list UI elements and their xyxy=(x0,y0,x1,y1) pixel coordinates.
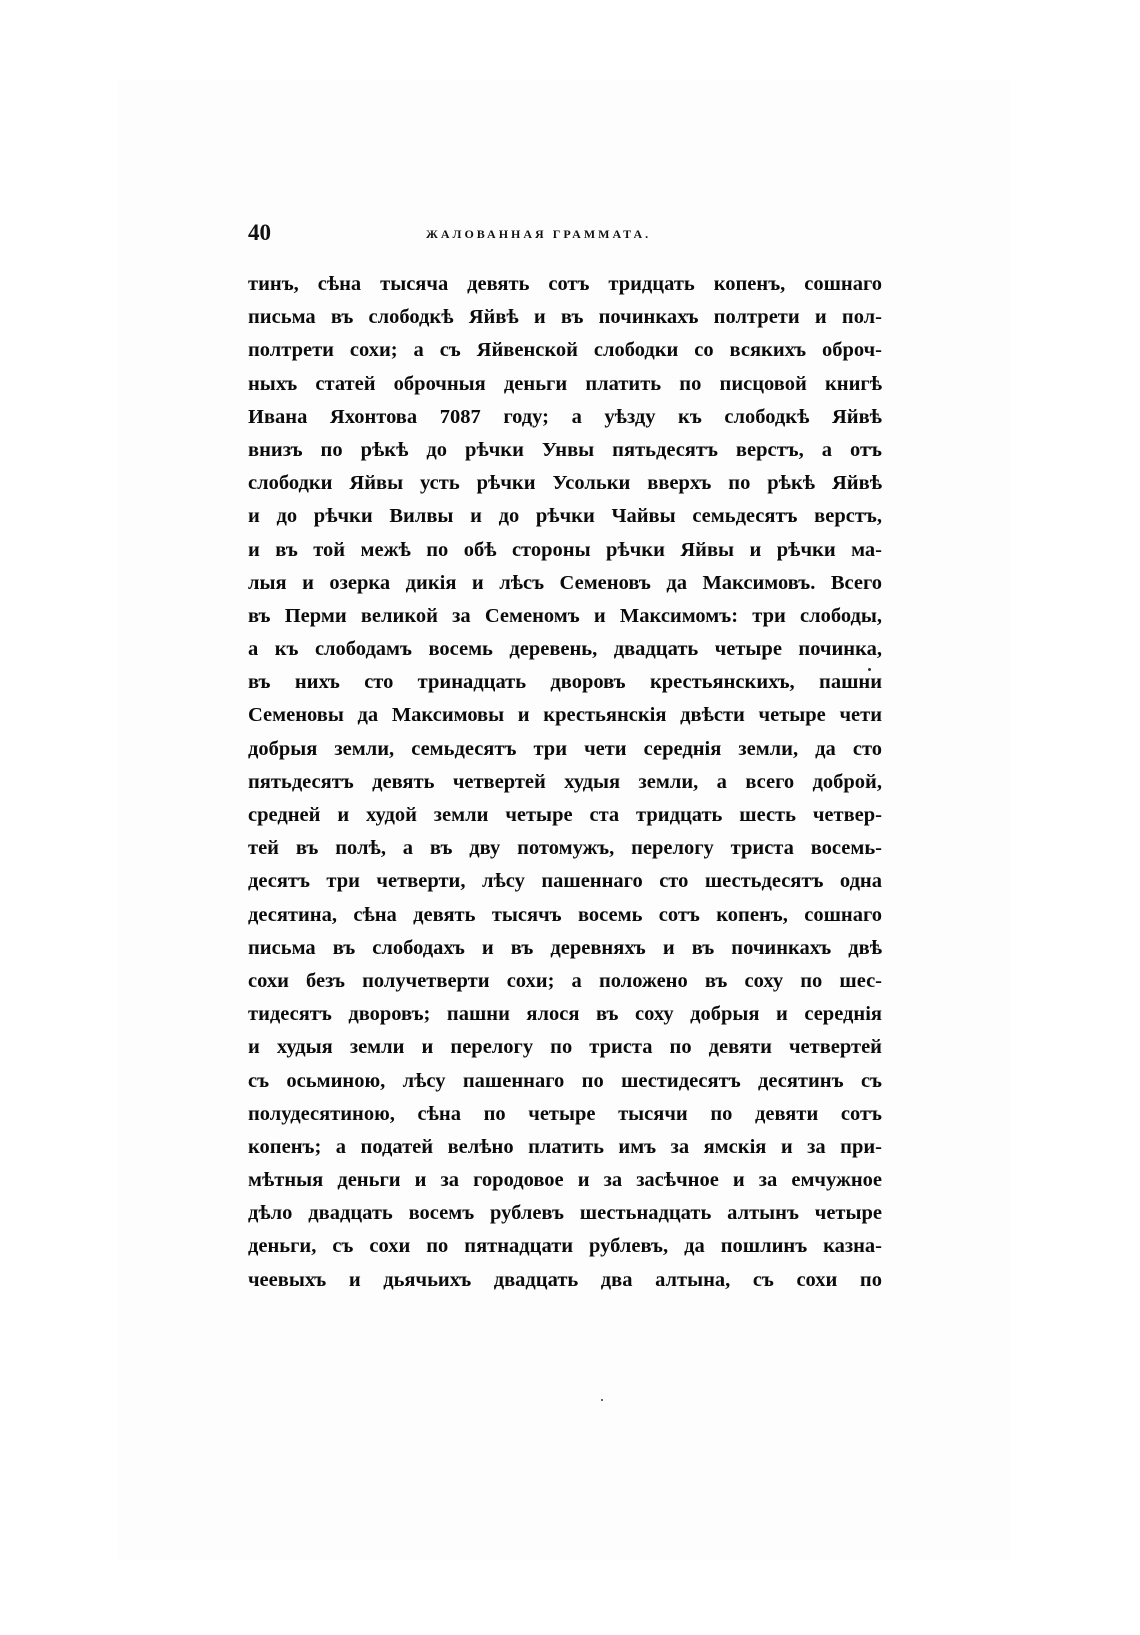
ink-speck xyxy=(868,668,871,671)
text-line: въ нихъ сто тринадцать дворовъ крестьянскихъ, пашни xyxy=(248,671,882,694)
ink-speck xyxy=(601,1399,603,1401)
text-line: а къ слободамъ восемь деревень, двадцать четыре починка, xyxy=(248,638,882,661)
text-line: дѣло двадцать восемъ рублевъ шестьнадцать алтынъ четыре xyxy=(248,1202,882,1225)
text-line: слободки Яйвы усть рѣчки Усольки вверхъ по рѣкѣ Яйвѣ xyxy=(248,472,882,495)
text-line: тидесятъ дворовъ; пашни ялося въ соху добрыя и середнія xyxy=(248,1003,882,1026)
text-line: письма въ слободахъ и въ деревняхъ и въ починкахъ двѣ xyxy=(248,936,882,959)
running-title: ЖАЛОВАННАЯ ГРАММАТА. xyxy=(426,227,652,241)
text-line: внизъ по рѣкѣ до рѣчки Унвы пятьдесятъ верстъ, а отъ xyxy=(248,438,882,461)
text-line: Ивана Яхонтова 7087 году; а уѣзду къ слободкѣ Яйвѣ xyxy=(248,405,882,428)
text-line: лыя и озерка дикія и лѣсъ Семеновъ да Максимовъ. Всего xyxy=(248,571,882,594)
text-line: и въ той межѣ по обѣ стороны рѣчки Яйвы и рѣчки ма- xyxy=(248,538,882,561)
text-line: и худыя земли и перелогу по триста по девяти четвертей xyxy=(248,1036,882,1059)
text-line: Семеновы да Максимовы и крестьянскія двѣсти четыре чети xyxy=(248,704,882,727)
text-line: полудесятиною, сѣна по четыре тысячи по девяти сотъ xyxy=(248,1102,882,1125)
text-line: средней и худой земли четыре ста тридцать шесть четвер- xyxy=(248,804,882,826)
text-line: съ осьминою, лѣсу пашеннаго по шестидесятъ десятинъ съ xyxy=(248,1069,882,1092)
text-line: тей въ полѣ, а въ дву потомужъ, перелогу триста восемь- xyxy=(248,837,882,860)
text-line: тинъ, сѣна тысяча девять сотъ тридцать копенъ, сошнаго xyxy=(248,273,882,295)
text-line: деньги, съ сохи по пятнадцати рублевъ, да пошлинъ казна- xyxy=(248,1235,882,1258)
text-line: сохи безъ получетверти сохи; а положено въ соху по шес- xyxy=(248,969,882,992)
text-line: ныхъ статей оброчныя деньги платить по писцовой книгѣ xyxy=(248,372,882,395)
text-line: мѣтныя деньги и за городовое и за засѣчное и за емчужное xyxy=(248,1169,882,1192)
text-line: копенъ; а податей велѣно платить имъ за ямскія и за при- xyxy=(248,1135,882,1158)
text-line: чеевыхъ и дьячьихъ двадцать два алтына, съ сохи по xyxy=(248,1268,882,1291)
text-line: письма въ слободкѣ Яйвѣ и въ починкахъ полтрети и пол- xyxy=(248,306,882,329)
page-header xyxy=(248,220,882,256)
text-line: въ Перми великой за Семеномъ и Максимомъ: три слободы, xyxy=(248,604,882,627)
text-line: полтрети сохи; а съ Яйвенской слободки со всякихъ оброч- xyxy=(248,339,882,362)
text-line: добрыя земли, семьдесятъ три чети середнія земли, да сто xyxy=(248,737,882,760)
text-line: десятъ три четверти, лѣсу пашеннаго сто шестьдесятъ одна xyxy=(248,870,882,893)
page-number: 40 xyxy=(248,220,271,245)
text-line: и до рѣчки Вилвы и до рѣчки Чайвы семьдесятъ верстъ, xyxy=(248,505,882,528)
body-text xyxy=(248,268,882,1297)
text-line: пятьдесятъ девять четвертей худыя земли, а всего доброй, xyxy=(248,770,882,793)
text-line: десятина, сѣна девять тысячъ восемь сотъ копенъ, сошнаго xyxy=(248,903,882,926)
